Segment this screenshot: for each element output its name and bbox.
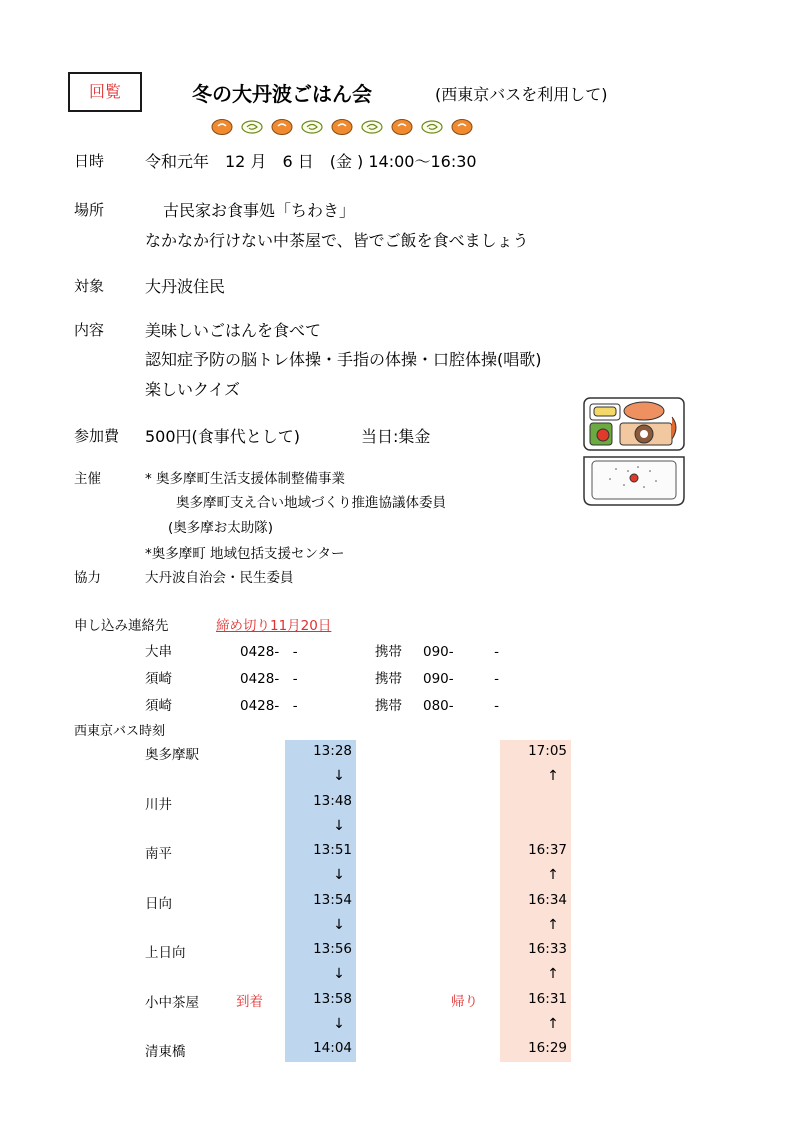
fee-note: 当日:集金 xyxy=(361,427,431,446)
swirl-icon xyxy=(242,121,262,133)
return-time: 16:34 xyxy=(528,891,567,908)
host-line: (奥多摩お太助隊) xyxy=(168,520,274,536)
down-arrow-icon: ↓ xyxy=(333,768,345,784)
outbound-time: 13:54 xyxy=(313,891,352,908)
orange-sun-icon xyxy=(452,120,472,135)
up-arrow-icon: ↑ xyxy=(547,966,559,982)
place-description: なかなか行けない中茶屋で、皆でご飯を食べましょう xyxy=(145,231,529,250)
content-line: 認知症予防の脳トレ体操・手指の体操・口腔体操(唱歌) xyxy=(145,350,542,369)
contact-name: 須崎 xyxy=(145,671,172,687)
orange-sun-icon xyxy=(272,120,292,135)
host-line: *奥多摩町 地域包括支援センター xyxy=(145,546,345,562)
down-arrow-icon: ↓ xyxy=(333,966,345,982)
outbound-time: 13:51 xyxy=(313,842,352,858)
up-arrow-icon: ↑ xyxy=(547,768,559,784)
coop-label: 協力 xyxy=(74,570,101,586)
bus-stop-name: 南平 xyxy=(145,846,172,862)
outbound-time: 13:58 xyxy=(313,990,352,1007)
coop-value: 大丹波自治会・民生委員 xyxy=(145,570,294,586)
fee-value: 500円(食事代として) xyxy=(145,427,301,446)
contact-mobile: 090- - xyxy=(423,644,500,660)
target-value: 大丹波住民 xyxy=(145,277,226,296)
fee-label: 参加費 xyxy=(74,427,120,445)
orange-sun-icon xyxy=(212,120,232,135)
return-label: 帰り xyxy=(451,994,478,1010)
down-arrow-icon: ↓ xyxy=(333,916,345,933)
bus-timetable-title: 西東京バス時刻 xyxy=(74,724,166,739)
down-arrow-icon: ↓ xyxy=(333,817,345,834)
bus-stop-name: 奥多摩駅 xyxy=(145,747,199,763)
return-time: 16:37 xyxy=(528,842,567,858)
contact-mobile-label: 携帯 xyxy=(375,698,402,714)
bus-stop-name: 上日向 xyxy=(145,945,186,961)
date-value: 令和元年 12 月 6 日 (金 ) 14:00～16:30 xyxy=(145,152,477,171)
return-time: 16:31 xyxy=(528,990,567,1007)
contact-mobile-label: 携帯 xyxy=(375,644,402,660)
kairan-box: 回覧 xyxy=(68,72,142,112)
swirl-icon xyxy=(422,121,442,133)
contact-mobile: 090- - xyxy=(423,671,500,687)
bus-stop-name: 小中茶屋 xyxy=(145,994,199,1011)
swirl-icon xyxy=(362,121,382,133)
bento-box-icon xyxy=(580,395,688,507)
contact-mobile-label: 携帯 xyxy=(375,671,402,687)
page-title: 冬の大丹波ごはん会 xyxy=(192,82,372,106)
swirl-icon xyxy=(302,121,322,133)
decoration-row xyxy=(210,116,490,138)
outbound-time: 13:56 xyxy=(313,941,352,957)
contact-label: 申し込み連絡先 xyxy=(74,618,169,634)
bus-stop-name: 清東橋 xyxy=(145,1044,186,1060)
content-line: 美味しいごはんを食べて xyxy=(145,321,322,340)
place-label: 場所 xyxy=(74,201,105,219)
contact-name: 須崎 xyxy=(145,698,172,714)
down-arrow-icon: ↓ xyxy=(333,1015,345,1032)
content-line: 楽しいクイズ xyxy=(145,380,241,399)
return-time: 17:05 xyxy=(528,743,567,759)
orange-sun-icon xyxy=(392,120,412,135)
contact-mobile: 080- - xyxy=(423,698,500,714)
host-line: 奥多摩町支え合い地域づくり推進協議体委員 xyxy=(176,495,446,511)
bus-stop-name: 日向 xyxy=(145,895,172,912)
page-subtitle: (西東京バスを利用して) xyxy=(435,85,608,104)
up-arrow-icon: ↑ xyxy=(547,916,559,933)
return-time: 16:33 xyxy=(528,941,567,957)
up-arrow-icon: ↑ xyxy=(547,1015,559,1032)
outbound-time: 13:28 xyxy=(313,743,352,759)
contact-tel: 0428- - xyxy=(240,698,298,714)
date-label: 日時 xyxy=(74,152,105,170)
host-label: 主催 xyxy=(74,471,101,487)
target-label: 対象 xyxy=(74,277,105,295)
orange-sun-icon xyxy=(332,120,352,135)
deadline-text: 締め切り11月20日 xyxy=(216,618,332,634)
contact-name: 大串 xyxy=(145,644,172,660)
return-time: 16:29 xyxy=(528,1040,567,1056)
place-value: 古民家お食事処「ちわき」 xyxy=(163,201,356,220)
host-line: * 奥多摩町生活支援体制整備事業 xyxy=(145,471,346,487)
contact-tel: 0428- - xyxy=(240,671,298,687)
outbound-time: 13:48 xyxy=(313,792,352,809)
up-arrow-icon: ↑ xyxy=(547,867,559,883)
down-arrow-icon: ↓ xyxy=(333,867,345,883)
bus-stop-name: 川井 xyxy=(145,796,172,813)
arrive-label: 到着 xyxy=(236,994,263,1010)
content-label: 内容 xyxy=(74,321,105,339)
contact-tel: 0428- - xyxy=(240,644,298,660)
outbound-time: 14:04 xyxy=(313,1040,352,1056)
